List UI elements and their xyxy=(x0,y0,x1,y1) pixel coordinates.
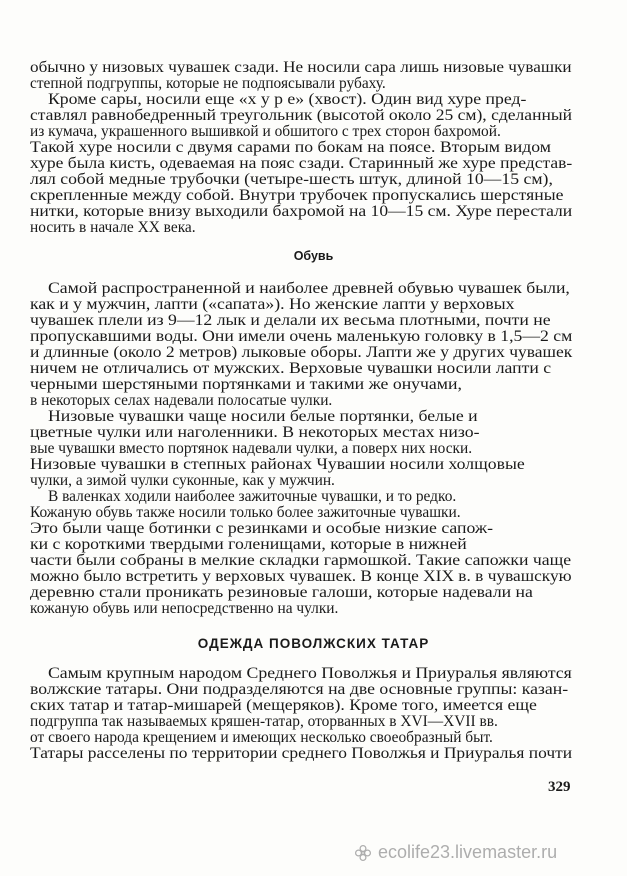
page-number: 329 xyxy=(548,779,571,795)
text-line: чувашек плели из 9—12 лык и делали их весьма плотными, почти не xyxy=(30,312,551,329)
text-line: от своего народа крещением и имеющих несколько своеобразный быт. xyxy=(30,729,493,746)
text-line: носить в начале XX века. xyxy=(30,219,196,236)
text-line: степной подгруппы, которые не подпоясывали рубаху. xyxy=(30,75,386,92)
text-line: как и у мужчин, лапти («сапата»). Но женские лапти у верховых xyxy=(30,296,515,313)
text-line: Самой распространенной и наиболее древней обувью чувашек были, xyxy=(48,280,570,297)
text-line: можно было встретить у верховых чувашек. В конце XIX в. в чувашскую xyxy=(30,568,572,585)
text-line: деревню стали проникать резиновые галоши, которые надевали на xyxy=(30,584,533,601)
text-line: Низовые чувашки в степных районах Чувашии носили холщовые xyxy=(30,456,525,473)
text-line: части были собраны в мелкие складки гармошкой. Такие сапожки чаще xyxy=(30,552,572,569)
text-line: В валенках ходили наиболее зажиточные чувашки, и то редко. xyxy=(48,488,457,505)
section-heading-tatars: ОДЕЖДА ПОВОЛЖСКИХ ТАТАР xyxy=(197,636,430,651)
text-line: нитки, которые внизу выходили бахромой на 10—15 см. Хуре перестали xyxy=(30,203,573,220)
text-line: кожаную обувь или непосредственно на чулки. xyxy=(30,600,339,617)
text-line: ки с короткими твердыми голенищами, которые в нижней xyxy=(30,536,467,553)
text-line: цветные чулки или наголенники. В некоторых местах низо- xyxy=(30,424,480,441)
text-line: в некоторых селах надевали полосатые чулки. xyxy=(30,392,333,409)
text-line: черными шерстяными портянками и такими же онучами, xyxy=(30,376,462,393)
text-line: Кроме сары, носили еще «х у р е» (хвост). Один вид хуре пред- xyxy=(48,91,527,108)
text-line: лял собой медные трубочки (четыре-шесть штук, длиной 10—15 см), xyxy=(30,171,553,188)
watermark xyxy=(354,842,557,863)
text-line: Низовые чувашки чаще носили белые портянки, белые и xyxy=(48,408,478,425)
text-line: из кумача, украшенного вышивкой и обшитого с трех сторон бахромой. xyxy=(30,123,501,140)
text-line: Это были чаще ботинки с резинками и особые низкие сапож- xyxy=(30,520,494,537)
text-line: обычно у низовых чувашек сзади. Не носили сара лишь низовые чувашки xyxy=(30,59,572,76)
text-line: пропускавшими воды. Они имели очень маленькую головку в 1,5—2 см xyxy=(30,328,573,345)
section-heading-footwear: Обувь xyxy=(293,249,334,263)
text-line: Самым крупным народом Среднего Поволжья и Приуралья являются xyxy=(48,665,572,682)
text-line: Такой хуре носили с двумя сарами по бокам на поясе. Вторым видом xyxy=(30,139,551,156)
text-line: ничем не отличались от мужских. Верховые чувашки носили лапти с xyxy=(30,360,552,377)
flower-icon xyxy=(354,844,372,862)
watermark-text: ecolife23.livemaster.ru xyxy=(378,842,558,862)
text-line: скрепленные между собой. Внутри трубочек пропускались шерстяные xyxy=(30,187,564,204)
text-line: Татары расселены по территории среднего Поволжья и Приуралья почти xyxy=(30,745,573,762)
text-line: волжские татары. Они подразделяются на две основные группы: казан- xyxy=(30,681,569,698)
text-line: чулки, а зимой чулки суконные, как у мужчин. xyxy=(30,472,335,489)
text-line: хуре была кисть, одеваемая на пояс сзади. Старинный же хуре представ- xyxy=(30,155,573,172)
text-line: ских татар и татар-мишарей (мещеряков). Кроме того, имеется еще xyxy=(30,697,537,714)
text-line: ставлял равнобедренный треугольник (высотой около 25 см), сделанный xyxy=(30,107,572,124)
text-line: и длинные (около 2 метров) лыковые оборы. Лапти же у других чувашек xyxy=(30,344,573,361)
text-line: подгруппа так называемых кряшен-татар, оторванных в XVI—XVII вв. xyxy=(30,713,498,730)
text-line: Кожаную обувь также носили только более зажиточные чувашки. xyxy=(30,504,461,521)
text-line: вые чувашки вместо портянок надевали чулки, а поверх них носки. xyxy=(30,440,473,457)
